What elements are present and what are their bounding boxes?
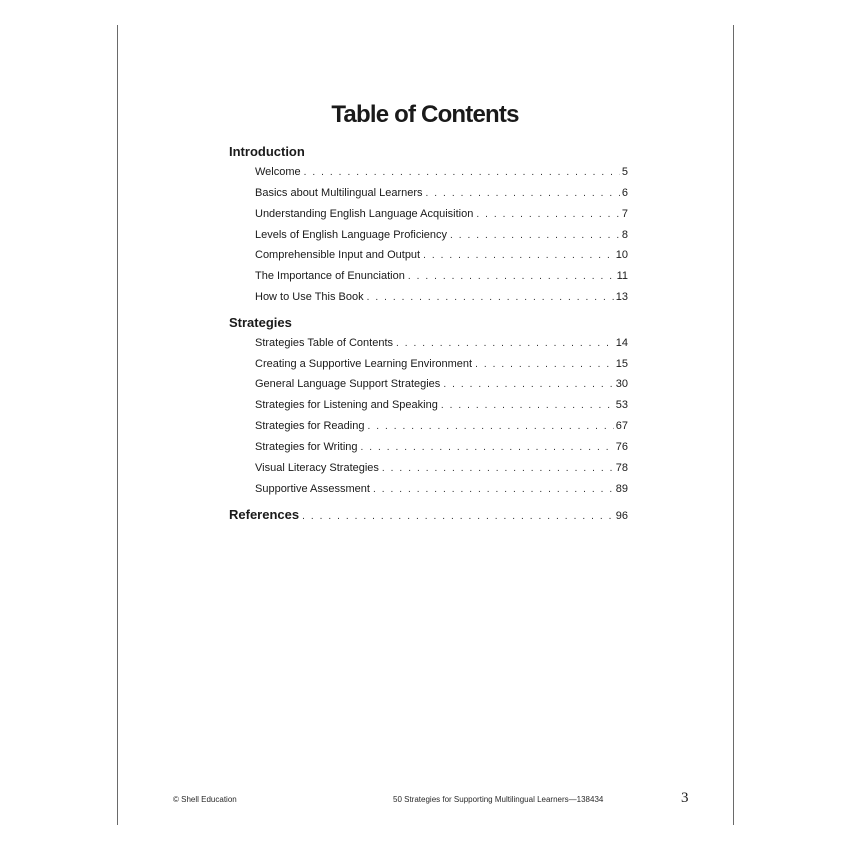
toc-entry-references[interactable]	[229, 507, 628, 525]
toc-entry-page: 11	[616, 270, 628, 282]
toc-entry-label: Visual Literacy Strategies	[255, 462, 379, 474]
dot-leader	[302, 511, 614, 522]
dot-leader	[475, 359, 614, 370]
toc-entry-page: 7	[621, 208, 628, 220]
toc-entry-environment[interactable]	[255, 358, 628, 374]
toc-entry-strategies-toc[interactable]	[255, 337, 628, 353]
footer-page-number: 3	[681, 790, 689, 806]
toc-entry-label: Understanding English Language Acquisition	[255, 208, 474, 220]
toc-entry-label: How to Use This Book	[255, 291, 364, 303]
toc-entry-acquisition[interactable]	[255, 208, 628, 224]
toc-entry-label: Strategies for Writing	[255, 441, 358, 453]
dot-leader	[443, 379, 613, 390]
toc-entry-page: 10	[615, 249, 628, 261]
toc-entry-label: Strategies for Reading	[255, 420, 365, 432]
dot-leader	[373, 484, 614, 495]
toc-entry-visual-literacy[interactable]	[255, 462, 628, 478]
dot-leader	[361, 442, 614, 453]
toc-entry-page: 67	[615, 420, 628, 432]
section-heading-strategies: Strategies	[229, 315, 292, 330]
dot-leader	[441, 400, 614, 411]
toc-entry-page: 96	[615, 510, 628, 522]
toc-entry-label: Levels of English Language Proficiency	[255, 229, 448, 241]
toc-entry-page: 5	[621, 166, 628, 178]
toc-entry-label: General Language Support Strategies	[255, 378, 441, 390]
page-title: Table of Contents	[331, 101, 519, 128]
toc-entry-label: Supportive Assessment	[255, 483, 370, 495]
toc-entry-welcome[interactable]	[255, 166, 628, 182]
toc-entry-label: Welcome	[255, 166, 301, 178]
section-heading-introduction: Introduction	[229, 144, 305, 159]
dot-leader	[423, 250, 614, 261]
toc-entry-page: 15	[615, 358, 628, 370]
dot-leader	[476, 209, 620, 220]
toc-entry-label: References	[229, 507, 300, 522]
toc-entry-proficiency[interactable]	[255, 229, 628, 245]
toc-entry-page: 53	[615, 399, 628, 411]
toc-entry-page: 30	[615, 378, 628, 390]
toc-entry-basics[interactable]	[255, 187, 628, 203]
toc-entry-label: The Importance of Enunciation	[255, 270, 405, 282]
dot-leader	[304, 167, 620, 178]
dot-leader	[367, 421, 613, 432]
footer-publisher: © Shell Education	[173, 795, 237, 804]
dot-leader	[382, 463, 614, 474]
toc-entry-page: 14	[615, 337, 628, 349]
dot-leader	[426, 188, 620, 199]
dot-leader	[450, 230, 620, 241]
dot-leader	[367, 292, 614, 303]
toc-entry-label: Basics about Multilingual Learners	[255, 187, 423, 199]
toc-entry-page: 78	[615, 462, 628, 474]
toc-entry-writing[interactable]	[255, 441, 628, 457]
toc-entry-label: Comprehensible Input and Output	[255, 249, 421, 261]
toc-entry-enunciation[interactable]	[255, 270, 628, 286]
toc-entry-assessment[interactable]	[255, 483, 628, 499]
toc-entry-input-output[interactable]	[255, 249, 628, 265]
toc-entry-how-to-use[interactable]	[255, 291, 628, 307]
toc-entry-label: Strategies for Listening and Speaking	[255, 399, 438, 411]
toc-entry-label: Strategies Table of Contents	[255, 337, 393, 349]
toc-entry-page: 76	[615, 441, 628, 453]
dot-leader	[408, 271, 615, 282]
toc-entry-page: 89	[615, 483, 628, 495]
toc-entry-general-language[interactable]	[255, 378, 628, 394]
toc-entry-page: 13	[615, 291, 628, 303]
dot-leader	[396, 338, 614, 349]
toc-entry-listening-speaking[interactable]	[255, 399, 628, 415]
footer-book-title: 50 Strategies for Supporting Multilingual Learners—138434	[393, 795, 604, 804]
toc-entry-label: Creating a Supportive Learning Environment	[255, 358, 473, 370]
toc-entry-page: 6	[621, 187, 628, 199]
toc-entry-page: 8	[621, 229, 628, 241]
toc-entry-reading[interactable]	[255, 420, 628, 436]
